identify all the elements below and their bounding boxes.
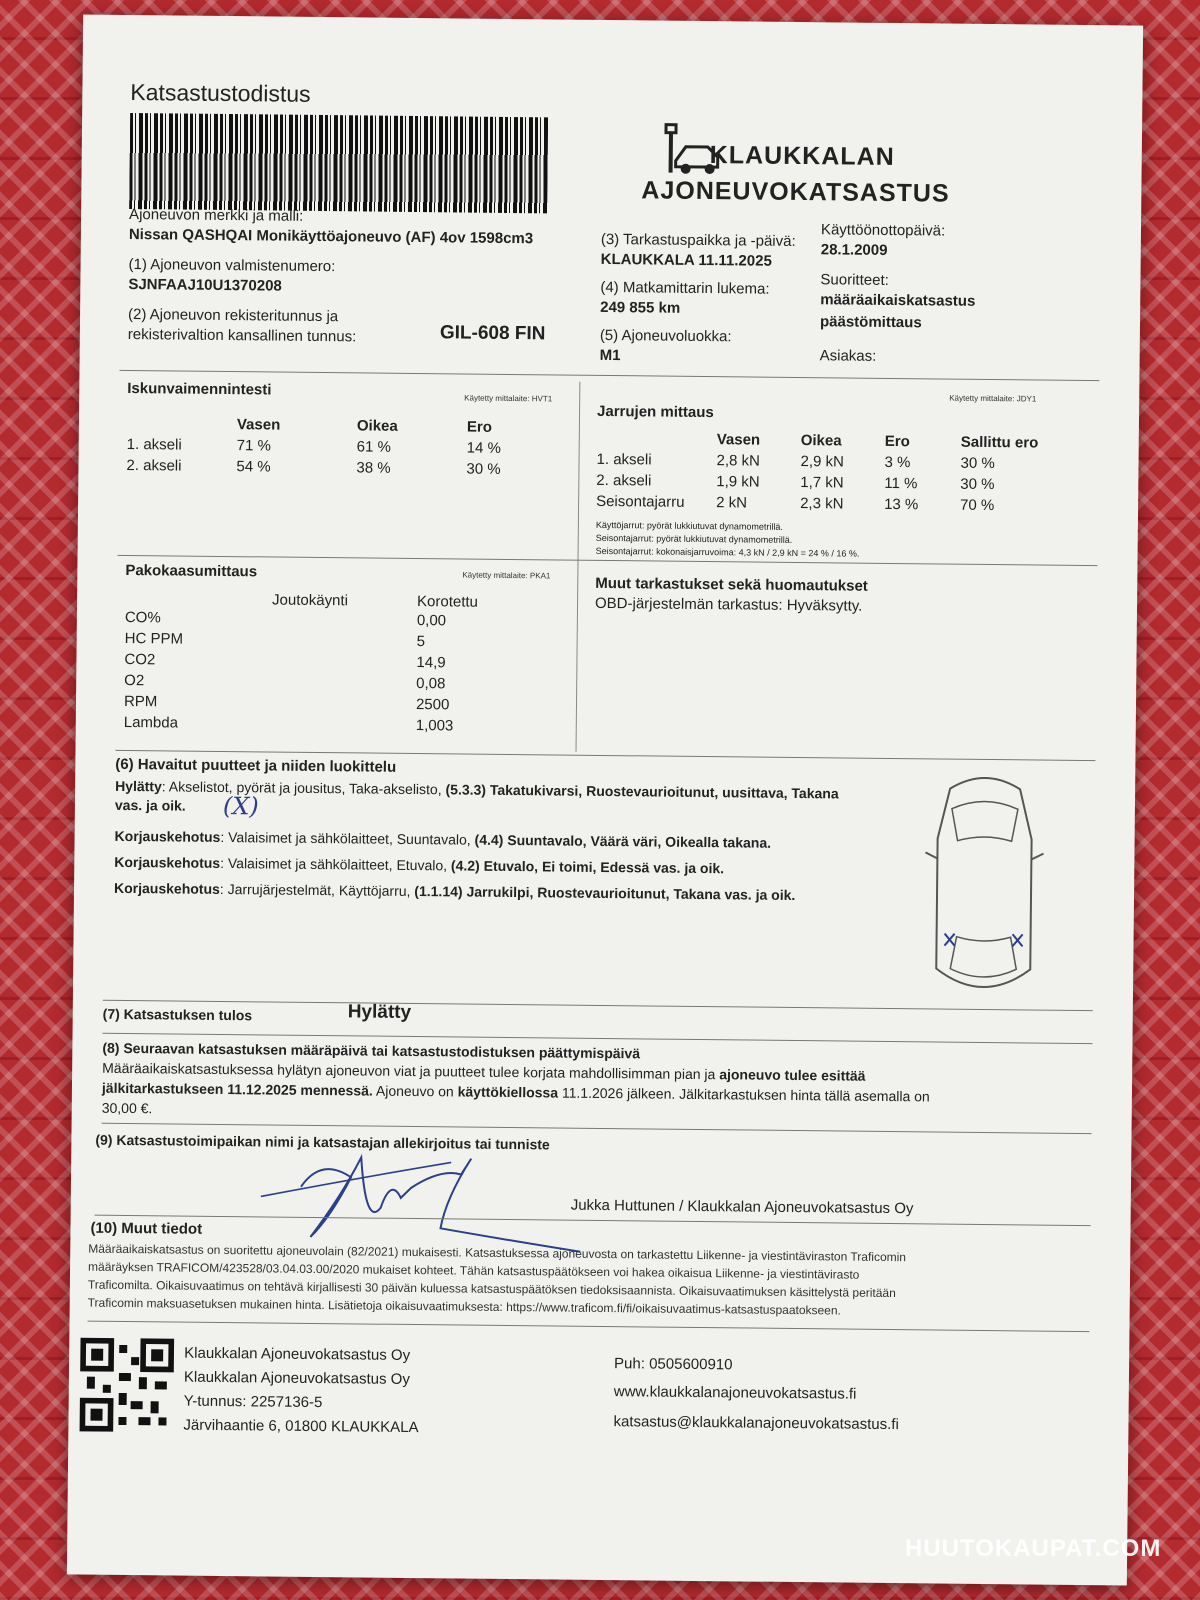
other-title: Muut tarkastukset sekä huomautukset	[595, 574, 868, 595]
logo-line-1: KLAUKKALAN	[709, 141, 895, 171]
reg-value: GIL-608 FIN	[439, 322, 546, 345]
defect-label: Korjauskehotus	[114, 853, 221, 871]
table-cell: Lambda	[123, 713, 179, 732]
class-label: (5) Ajoneuvoluokka:	[599, 326, 732, 346]
table-cell: RPM	[123, 692, 158, 711]
inspection-certificate	[67, 14, 1143, 1585]
table-cell: 11 %	[884, 474, 918, 493]
table-cell: 14,9	[416, 654, 446, 672]
company-logo	[641, 121, 962, 234]
vin-value: SJNFAAJ10U1370208	[128, 275, 282, 295]
next-text: 11.1.2026 jälkeen. Jälkitarkastuksen hinta tällä asemalla on	[557, 1084, 930, 1105]
signature-title: (9) Katsastustoimipaikan nimi ja katsastajan allekirjoitus tai tunniste	[95, 1131, 550, 1153]
next-text: Ajoneuvo on	[372, 1082, 458, 1100]
table-cell: 0,08	[416, 675, 446, 693]
table-cell: 1,003	[415, 717, 454, 735]
make-value: Nissan QASHQAI Monikäyttöajoneuvo (AF) 4ov 1598cm3	[128, 225, 534, 248]
table-cell: Seisontajarru	[596, 492, 685, 511]
table-cell: 71 %	[236, 437, 271, 455]
table-cell: 1. akseli	[596, 450, 652, 469]
table-cell: 30 %	[960, 454, 995, 473]
exhaust-device: Käytetty mittalaite: PKA1	[462, 570, 551, 581]
table-cell: O2	[124, 671, 145, 690]
next-line-3: 30,00 €.	[101, 1099, 153, 1117]
defect-category: : Jarrujärjestelmät, Käyttöjarru,	[219, 880, 415, 900]
make-label: Ajoneuvon merkki ja malli:	[129, 205, 304, 225]
company-email[interactable]: katsastus@klaukkalanajoneuvokatsastus.fi	[613, 1413, 899, 1434]
section-divider	[88, 1321, 1090, 1332]
shock-table	[126, 413, 547, 480]
table-cell: 2500	[415, 696, 450, 714]
defect-detail: (5.3.3) Takatukivarsi, Ruostevaurioitunut, uusittava, Takana	[445, 781, 839, 802]
logo-line-2: AJONEUVOKATSASTUS	[641, 176, 950, 208]
company-phone: Puh: 0505600910	[614, 1355, 733, 1374]
table-row	[126, 455, 546, 480]
table-header: Oikea	[356, 417, 398, 435]
table-cell: 1. akseli	[126, 435, 182, 454]
company-web[interactable]: www.klaukkalanajoneuvokatsastus.fi	[613, 1383, 857, 1403]
defect-detail: (4.4) Suuntavalo, Väärä väri, Oikealla takana.	[474, 831, 772, 851]
qr-code-icon	[78, 1337, 175, 1434]
defect-detail-cont: vas. ja oik.	[114, 796, 186, 814]
reg-label-2: rekisterivaltion kansallinen tunnus:	[127, 325, 357, 346]
defects-title: (6) Havaitut puutteet ja niiden luokittelu	[115, 755, 397, 776]
table-cell: 2. akseli	[596, 471, 652, 490]
vin-label: (1) Ajoneuvon valmistenumero:	[128, 255, 336, 276]
table-header: Vasen	[716, 431, 761, 449]
defect-label: Hylätty	[115, 777, 162, 795]
company-address: Järvihaantie 6, 01800 KLAUKKALA	[183, 1416, 419, 1437]
company-ytunnus: Y-tunnus: 2257136-5	[183, 1392, 323, 1412]
table-cell: 2,8 kN	[716, 452, 761, 470]
barcode	[129, 113, 548, 213]
defect-category: : Valaisimet ja sähkölaitteet, Etuvalo,	[220, 854, 452, 874]
defect-category: : Akselistot, pyörät ja jousitus, Taka-akselisto,	[161, 778, 446, 798]
watermark: HUUTOKAUPAT.COM	[905, 1535, 1162, 1562]
table-header: Ero	[884, 432, 910, 451]
exhaust-col-raised: Korotettu	[416, 593, 479, 611]
misc-line: Määräaikaiskatsastus on suoritettu ajoneuvolain (82/2021) mukaisesti. Katsastuksessa ajoneuvosta on tarkastettu Liikenne- ja viestintäviraston Traficomin	[88, 1241, 907, 1265]
shock-device: Käytetty mittalaite: HVT1	[464, 393, 553, 404]
table-cell: 14 %	[466, 439, 501, 457]
table-cell: 70 %	[960, 496, 995, 515]
table-cell: 2,9 kN	[800, 453, 845, 471]
exhaust-table	[124, 607, 455, 736]
handwritten-signature	[240, 1116, 601, 1260]
brakes-table	[596, 428, 1071, 517]
table-cell: 2. akseli	[126, 456, 182, 475]
brakes-note-3: Seisontajarrut: kokonaisjarruvoima: 4,3 kN / 2,9 kN = 24 % / 16 %.	[595, 545, 860, 559]
table-cell: 2,3 kN	[800, 495, 844, 513]
odo-label: (4) Matkamittarin lukema:	[600, 278, 770, 298]
result-value: Hylätty	[347, 1001, 412, 1023]
defect-category: : Valaisimet ja sähkölaitteet, Suuntavalo,	[220, 828, 475, 848]
reg-label-1: (2) Ajoneuvon rekisteritunnus ja	[127, 305, 339, 326]
class-value: M1	[599, 346, 621, 365]
table-cell: 5	[416, 633, 426, 651]
table-cell: CO2	[124, 650, 156, 669]
table-row	[124, 712, 454, 736]
table-header: Ero	[466, 418, 493, 436]
column-divider	[576, 382, 581, 752]
next-text-bold: ajoneuvo tulee esittää	[719, 1066, 866, 1084]
place-value: KLAUKKALA 11.11.2025	[600, 250, 772, 270]
brakes-title: Jarrujen mittaus	[596, 402, 714, 422]
defect-label: Korjauskehotus	[114, 827, 221, 845]
brakes-device: Käytetty mittalaite: JDY1	[949, 393, 1037, 404]
table-header: Oikea	[800, 432, 842, 450]
brakes-note-1: Käyttöjarrut: pyörät lukkiutuvat dynamometrillä.	[595, 519, 784, 532]
table-cell	[127, 413, 237, 435]
misc-line: määräyksen TRAFICOM/423528/03.04.03.00/2020 mukaiset kohteet. Tähän katsastuspäätökseen voi hakea oikaisua Liikenne- ja viestintävirasto	[88, 1259, 860, 1282]
table-cell: 0,00	[416, 612, 447, 630]
table-cell: 38 %	[356, 459, 391, 477]
table-cell: 30 %	[466, 460, 501, 478]
customer-label: Asiakas:	[819, 347, 877, 365]
next-text: Määräaikaiskatsastuksessa hylätyn ajoneuvon viat ja puutteet tulee korjata mahdollisimman pian ja	[102, 1059, 720, 1083]
misc-line: Traficomin maksuasetuksen mukainen hinta. Lisätietoja oikaisuvaatimuksesta: https://www.traficom.fi/fi/oikaisuvaatimus-katsastuspaatokseen.	[87, 1295, 841, 1318]
table-cell: 1,9 kN	[716, 473, 760, 491]
table-cell: 2 kN	[716, 494, 748, 512]
brakes-note-2: Seisontajarrut: pyörät lukkiutuvat dynamometrillä.	[595, 532, 793, 545]
table-cell: 30 %	[960, 475, 995, 494]
car-diagram-icon	[918, 768, 1051, 1009]
deploy-label: Käyttöönottopäivä:	[820, 221, 946, 240]
defect-detail: (1.1.14) Jarrukilpi, Ruostevaurioitunut, Takana vas. ja oik.	[414, 883, 796, 903]
table-header: Vasen	[236, 416, 281, 434]
section-divider	[118, 555, 1098, 566]
next-title: (8) Seuraavan katsastuksen määräpäivä tai katsastustodistuksen päättymispäivä	[102, 1039, 641, 1062]
table-cell: 54 %	[236, 458, 271, 476]
table-cell: CO%	[124, 608, 161, 627]
table-cell: 3 %	[884, 453, 911, 472]
table-cell: 1,7 kN	[800, 474, 844, 492]
company-name-1: Klaukkalan Ajoneuvokatsastus Oy	[184, 1344, 411, 1364]
table-cell: HC PPM	[124, 629, 184, 648]
misc-line: Traficomilta. Oikaisuvaatimus on tehtävä kirjallisesti 30 päivän kuluessa katsastuspäätöksen tiedoksisaannista. Oikaisuvaatimuksen käsittelystä peritään	[87, 1277, 896, 1301]
performed-label: Suoritteet:	[820, 271, 889, 289]
next-text-bold: käyttökiellossa	[457, 1083, 559, 1101]
performed-1: määräaikaiskatsastus	[820, 291, 976, 310]
defect-detail: (4.2) Etuvalo, Ei toimi, Edessä vas. ja oik.	[450, 857, 725, 877]
table-header: Sallittu ero	[960, 433, 1039, 452]
handwritten-mark: (X)	[222, 792, 259, 821]
performed-2: päästömittaus	[819, 313, 922, 332]
shock-title: Iskunvaimennintesti	[127, 379, 272, 399]
table-cell: 61 %	[356, 438, 391, 456]
exhaust-col-idle: Joutokäynti	[271, 591, 349, 610]
other-text: OBD-järjestelmän tarkastus: Hyväksytty.	[594, 594, 863, 615]
misc-title: (10) Muut tiedot	[90, 1219, 203, 1238]
defect-item	[114, 827, 771, 853]
defect-item	[114, 879, 795, 905]
inspector-name: Jukka Huttunen / Klaukkalan Ajoneuvokatsastus Oy	[570, 1196, 914, 1218]
odo-value: 249 855 km	[600, 298, 681, 317]
table-cell	[597, 428, 717, 450]
deploy-value: 28.1.2009	[820, 241, 888, 259]
place-label: (3) Tarkastuspaikka ja -päivä:	[600, 230, 796, 250]
exhaust-title: Pakokaasumittaus	[125, 561, 258, 581]
company-name-2: Klaukkalan Ajoneuvokatsastus Oy	[183, 1368, 410, 1388]
result-label: (7) Katsastuksen tulos	[102, 1005, 253, 1024]
defect-label: Korjauskehotus	[113, 879, 220, 897]
defect-item	[114, 853, 724, 878]
document-title: Katsastustodistus	[130, 78, 311, 107]
table-row	[596, 491, 1070, 517]
next-text-bold: jälkitarkastukseen 11.12.2025 mennessä.	[101, 1079, 373, 1099]
table-cell: 13 %	[884, 495, 919, 514]
